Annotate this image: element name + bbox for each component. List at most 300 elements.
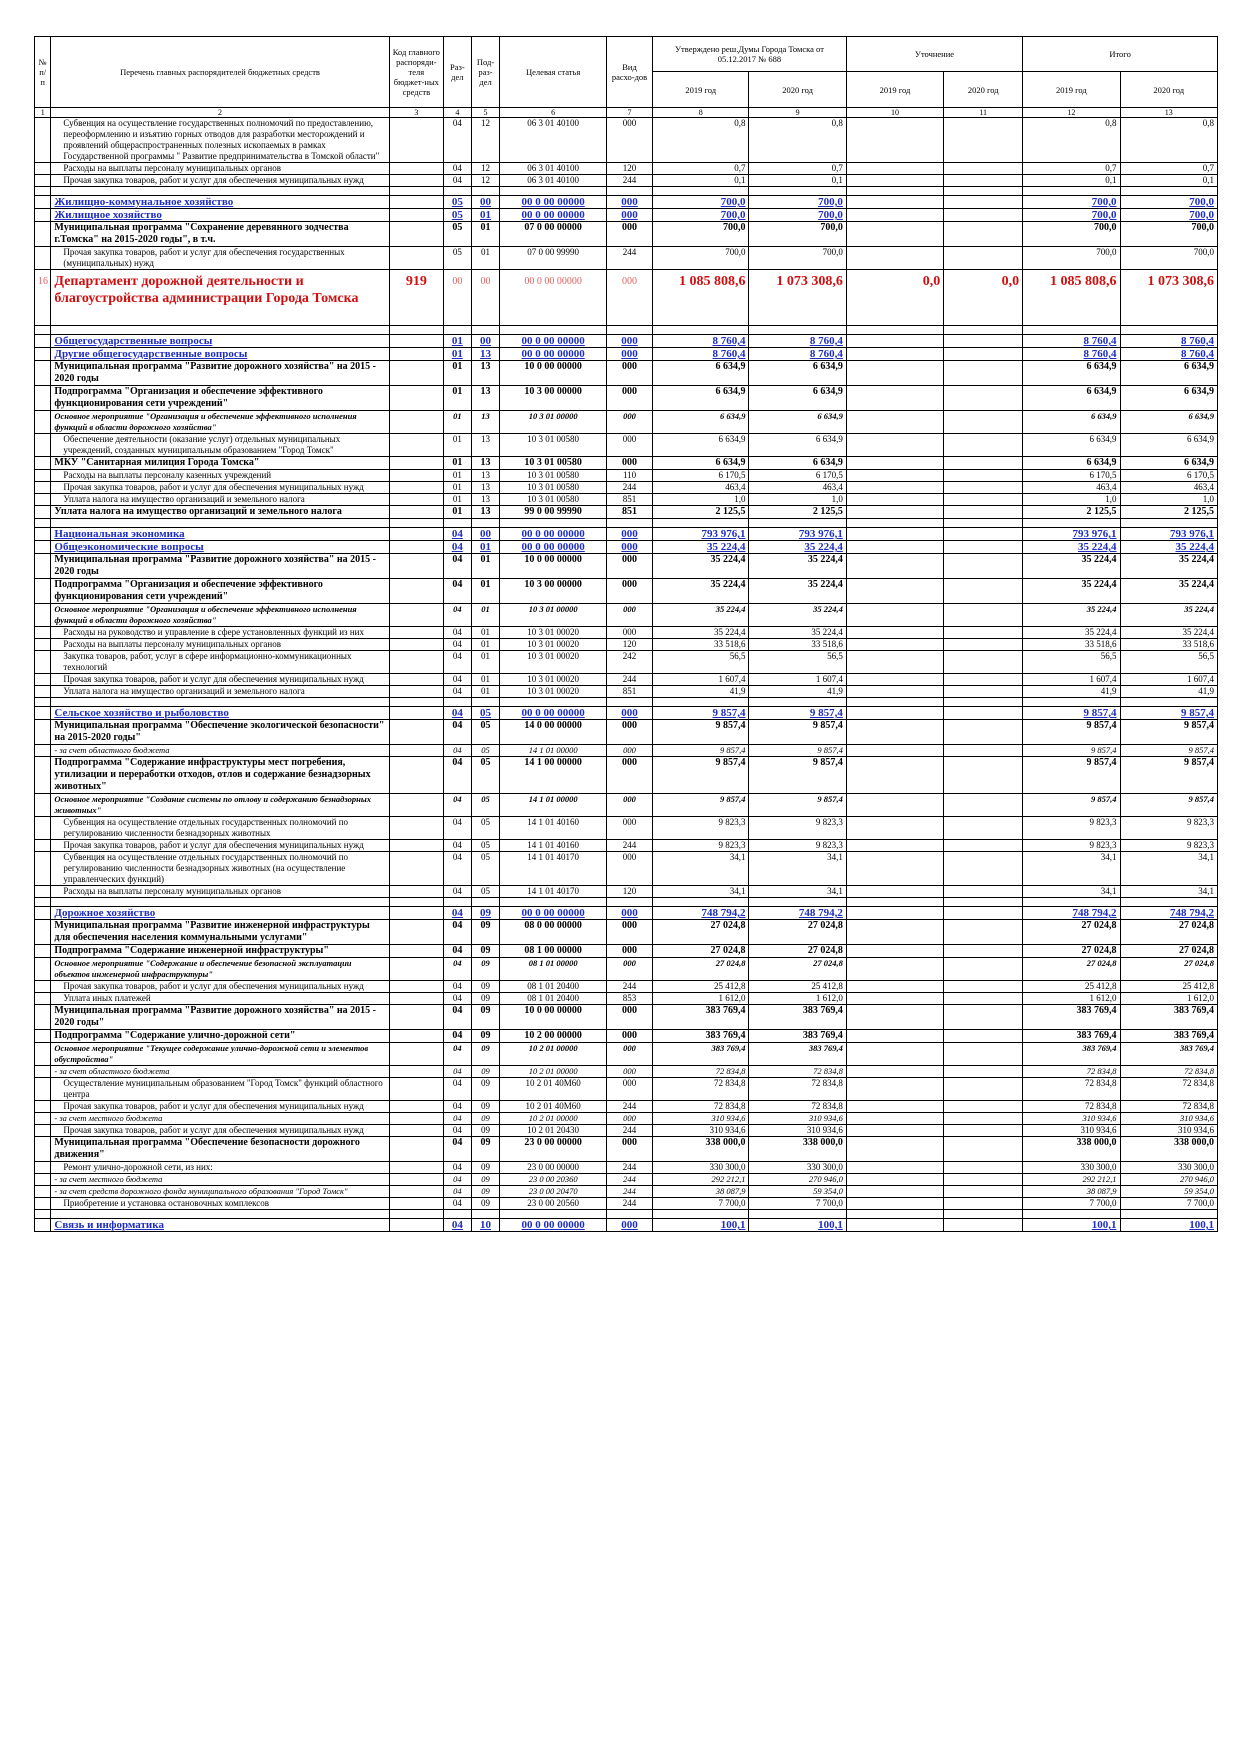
row-clarify-2019: [846, 470, 943, 482]
row-total-2019: 700,0: [1023, 222, 1120, 247]
row-razdel: 04: [444, 1186, 472, 1198]
row-approved-2020: 700,0: [749, 196, 846, 209]
row-total-2020: 9 857,4: [1120, 794, 1217, 817]
row-total-2020: 270 946,0: [1120, 1174, 1217, 1186]
row-number: [35, 482, 51, 494]
row-name: Субвенция на осуществление отдельных государственных полномочий по регулированию численности безнадзорных животных: [51, 817, 389, 840]
row-target: 23 0 00 20470: [500, 1186, 607, 1198]
row-code: [389, 1078, 443, 1101]
row-razdel: 04: [444, 579, 472, 604]
row-vid: 000: [606, 1113, 652, 1125]
row-name: Уплата налога на имущество организаций и земельного налога: [51, 506, 389, 519]
row-podrazdel: 01: [471, 639, 500, 651]
row-target: 08 0 00 00000: [500, 920, 607, 945]
row-total-2020: 34,1: [1120, 886, 1217, 898]
row-target: 07 0 00 00000: [500, 222, 607, 247]
row-total-2019: 35 224,4: [1023, 579, 1120, 604]
table-row: [35, 720, 1218, 745]
table-row: [35, 993, 1218, 1005]
row-approved-2019: 6 634,9: [653, 434, 749, 457]
spacer-cell: [51, 1210, 389, 1219]
row-total-2019: 6 170,5: [1023, 470, 1120, 482]
row-name: Подпрограмма "Содержание инженерной инфраструктуры": [51, 945, 389, 958]
table-row: [35, 579, 1218, 604]
row-clarify-2019: [846, 1137, 943, 1162]
table-row: [35, 494, 1218, 506]
spacer-cell: [653, 187, 749, 196]
row-approved-2020: 1 612,0: [749, 993, 846, 1005]
column-number: 13: [1120, 108, 1217, 118]
row-razdel: 01: [444, 386, 472, 411]
row-approved-2020: 793 976,1: [749, 528, 846, 541]
spacer-cell: [944, 519, 1023, 528]
row-name: - за счет местного бюджета: [51, 1113, 389, 1125]
row-code: [389, 335, 443, 348]
row-total-2020: 1,0: [1120, 494, 1217, 506]
row-approved-2019: 9 857,4: [653, 757, 749, 794]
row-name: Закупка товаров, работ, услуг в сфере информационно-коммуникационных технологий: [51, 651, 389, 674]
row-approved-2019: 25 412,8: [653, 981, 749, 993]
row-podrazdel: 09: [471, 1162, 500, 1174]
table-row: [35, 674, 1218, 686]
table-row: [35, 757, 1218, 794]
row-podrazdel: 01: [471, 579, 500, 604]
row-approved-2019: 0,1: [653, 175, 749, 187]
table-row: [35, 1030, 1218, 1043]
row-approved-2019: 100,1: [653, 1219, 749, 1232]
row-target: 23 0 00 20360: [500, 1174, 607, 1186]
row-podrazdel: 05: [471, 720, 500, 745]
row-clarify-2019: [846, 794, 943, 817]
row-total-2020: 0,1: [1120, 175, 1217, 187]
row-number: [35, 920, 51, 945]
row-target: 08 1 01 20400: [500, 981, 607, 993]
row-approved-2019: 72 834,8: [653, 1101, 749, 1113]
row-clarify-2019: [846, 745, 943, 757]
row-total-2019: 0,8: [1023, 118, 1120, 163]
row-total-2019: 9 823,3: [1023, 817, 1120, 840]
spacer-cell: [749, 898, 846, 907]
row-vid: 000: [606, 1137, 652, 1162]
row-approved-2019: 27 024,8: [653, 945, 749, 958]
row-code: [389, 958, 443, 981]
row-clarify-2019: [846, 1198, 943, 1210]
row-clarify-2020: [944, 506, 1023, 519]
row-approved-2019: 33 518,6: [653, 639, 749, 651]
row-podrazdel: 01: [471, 604, 500, 627]
table-row: [35, 541, 1218, 554]
table-row: [35, 118, 1218, 163]
row-clarify-2019: [846, 639, 943, 651]
row-podrazdel: 01: [471, 222, 500, 247]
row-number: [35, 1078, 51, 1101]
row-total-2020: 463,4: [1120, 482, 1217, 494]
spacer-cell: [389, 187, 443, 196]
row-target: 10 0 00 00000: [500, 361, 607, 386]
spacer-row: [35, 898, 1218, 907]
row-approved-2020: 35 224,4: [749, 554, 846, 579]
row-approved-2019: 383 769,4: [653, 1043, 749, 1066]
row-podrazdel: 09: [471, 993, 500, 1005]
row-name: Прочая закупка товаров, работ и услуг для обеспечения муниципальных нужд: [51, 981, 389, 993]
total-header: Итого: [1023, 37, 1218, 72]
row-clarify-2019: [846, 1113, 943, 1125]
row-clarify-2020: [944, 920, 1023, 945]
row-approved-2019: 9 823,3: [653, 840, 749, 852]
table-row: [35, 840, 1218, 852]
row-total-2019: 1,0: [1023, 494, 1120, 506]
row-razdel: 04: [444, 1066, 472, 1078]
row-podrazdel: 01: [471, 651, 500, 674]
spacer-row: [35, 698, 1218, 707]
column-number: 9: [749, 108, 846, 118]
table-row: [35, 1198, 1218, 1210]
row-total-2019: 56,5: [1023, 651, 1120, 674]
row-name: Жилищное хозяйство: [51, 209, 389, 222]
row-approved-2020: 310 934,6: [749, 1113, 846, 1125]
row-total-2019: 34,1: [1023, 886, 1120, 898]
row-number: [35, 757, 51, 794]
row-razdel: 01: [444, 411, 472, 434]
row-approved-2019: 35 224,4: [653, 541, 749, 554]
row-target: 10 3 01 00000: [500, 604, 607, 627]
col-code-header: Код главного распоряди-теля бюджет-ных средств: [389, 37, 443, 108]
row-number: [35, 1174, 51, 1186]
row-clarify-2019: [846, 852, 943, 886]
row-total-2020: 8 760,4: [1120, 348, 1217, 361]
row-podrazdel: 09: [471, 1125, 500, 1137]
row-code: [389, 163, 443, 175]
table-row: [35, 794, 1218, 817]
row-code: [389, 457, 443, 470]
row-code: [389, 674, 443, 686]
row-approved-2019: 8 760,4: [653, 348, 749, 361]
spacer-cell: [1023, 1210, 1120, 1219]
row-name: - за счет областного бюджета: [51, 745, 389, 757]
row-number: [35, 386, 51, 411]
row-approved-2019: 27 024,8: [653, 958, 749, 981]
row-total-2019: 7 700,0: [1023, 1198, 1120, 1210]
row-total-2019: 0,7: [1023, 163, 1120, 175]
row-code: [389, 817, 443, 840]
row-razdel: 04: [444, 981, 472, 993]
row-total-2019: 33 518,6: [1023, 639, 1120, 651]
row-vid: 244: [606, 1162, 652, 1174]
row-clarify-2019: [846, 247, 943, 270]
row-clarify-2020: [944, 686, 1023, 698]
table-row: [35, 852, 1218, 886]
spacer-cell: [35, 1210, 51, 1219]
row-razdel: 04: [444, 1219, 472, 1232]
row-number: [35, 470, 51, 482]
row-code: [389, 1186, 443, 1198]
row-total-2020: 72 834,8: [1120, 1078, 1217, 1101]
row-vid: 000: [606, 222, 652, 247]
row-total-2020: 748 794,2: [1120, 907, 1217, 920]
row-total-2019: 27 024,8: [1023, 958, 1120, 981]
spacer-cell: [653, 519, 749, 528]
row-clarify-2019: [846, 1101, 943, 1113]
column-number: 3: [389, 108, 443, 118]
row-vid: 000: [606, 745, 652, 757]
row-name: Основное мероприятие "Создание системы по отлову и содержанию безнадзорных животных": [51, 794, 389, 817]
row-vid: 242: [606, 651, 652, 674]
row-target: 10 2 01 40M60: [500, 1101, 607, 1113]
row-vid: 120: [606, 639, 652, 651]
row-target: 10 3 01 00000: [500, 411, 607, 434]
row-name: Приобретение и установка остановочных комплексов: [51, 1198, 389, 1210]
column-number: 8: [653, 108, 749, 118]
row-total-2019: 6 634,9: [1023, 361, 1120, 386]
row-podrazdel: 05: [471, 886, 500, 898]
row-vid: 244: [606, 1101, 652, 1113]
row-target: 00 0 00 00000: [500, 209, 607, 222]
row-clarify-2020: 0,0: [944, 270, 1023, 326]
row-total-2020: 72 834,8: [1120, 1066, 1217, 1078]
row-approved-2020: 34,1: [749, 852, 846, 886]
table-row: [35, 482, 1218, 494]
row-approved-2020: 27 024,8: [749, 920, 846, 945]
row-target: 10 3 01 00580: [500, 457, 607, 470]
row-clarify-2020: [944, 958, 1023, 981]
row-clarify-2020: [944, 482, 1023, 494]
row-total-2019: 700,0: [1023, 247, 1120, 270]
row-total-2020: 9 823,3: [1120, 817, 1217, 840]
row-podrazdel: 12: [471, 118, 500, 163]
row-clarify-2020: [944, 163, 1023, 175]
row-name: Расходы на руководство и управление в сфере установленных функций из них: [51, 627, 389, 639]
row-name: Подпрограмма "Содержание улично-дорожной сети": [51, 1030, 389, 1043]
row-approved-2020: 9 857,4: [749, 794, 846, 817]
spacer-cell: [1120, 898, 1217, 907]
row-vid: 000: [606, 541, 652, 554]
row-target: 10 3 01 00020: [500, 627, 607, 639]
row-clarify-2020: [944, 1043, 1023, 1066]
row-total-2020: 700,0: [1120, 222, 1217, 247]
row-approved-2020: 6 634,9: [749, 434, 846, 457]
row-approved-2019: 27 024,8: [653, 920, 749, 945]
table-row: [35, 981, 1218, 993]
row-approved-2019: 6 634,9: [653, 457, 749, 470]
table-row: [35, 222, 1218, 247]
table-row: [35, 386, 1218, 411]
row-podrazdel: 10: [471, 1219, 500, 1232]
row-target: 14 1 01 40170: [500, 852, 607, 886]
row-clarify-2019: [846, 1125, 943, 1137]
row-total-2020: 330 300,0: [1120, 1162, 1217, 1174]
row-approved-2020: 33 518,6: [749, 639, 846, 651]
spacer-cell: [606, 1210, 652, 1219]
row-podrazdel: 09: [471, 920, 500, 945]
row-podrazdel: 09: [471, 981, 500, 993]
row-approved-2020: 383 769,4: [749, 1043, 846, 1066]
row-vid: 000: [606, 118, 652, 163]
row-total-2019: 9 857,4: [1023, 757, 1120, 794]
row-total-2019: 34,1: [1023, 852, 1120, 886]
row-target: 00 0 00 00000: [500, 270, 607, 326]
row-approved-2020: 1 073 308,6: [749, 270, 846, 326]
table-row: [35, 506, 1218, 519]
row-number: 16: [35, 270, 51, 326]
spacer-cell: [1023, 187, 1120, 196]
row-clarify-2019: [846, 1005, 943, 1030]
row-razdel: 04: [444, 1125, 472, 1137]
spacer-cell: [471, 1210, 500, 1219]
row-clarify-2020: [944, 1219, 1023, 1232]
clarify-2019-header: 2019 год: [846, 72, 943, 108]
row-podrazdel: 05: [471, 852, 500, 886]
row-number: [35, 1198, 51, 1210]
row-total-2020: 9 823,3: [1120, 840, 1217, 852]
row-podrazdel: 09: [471, 958, 500, 981]
row-vid: 000: [606, 386, 652, 411]
row-total-2019: 0,1: [1023, 175, 1120, 187]
row-clarify-2019: [846, 348, 943, 361]
row-total-2019: 25 412,8: [1023, 981, 1120, 993]
row-razdel: 00: [444, 270, 472, 326]
row-clarify-2020: [944, 1030, 1023, 1043]
row-podrazdel: 09: [471, 1137, 500, 1162]
row-approved-2020: 8 760,4: [749, 335, 846, 348]
spacer-row: [35, 1210, 1218, 1219]
row-approved-2020: 35 224,4: [749, 627, 846, 639]
row-clarify-2020: [944, 118, 1023, 163]
spacer-cell: [653, 698, 749, 707]
row-clarify-2019: [846, 886, 943, 898]
row-clarify-2020: [944, 494, 1023, 506]
row-razdel: 04: [444, 604, 472, 627]
row-approved-2020: 330 300,0: [749, 1162, 846, 1174]
row-total-2019: 9 857,4: [1023, 745, 1120, 757]
row-clarify-2020: [944, 175, 1023, 187]
row-clarify-2019: [846, 651, 943, 674]
row-total-2020: 700,0: [1120, 209, 1217, 222]
spacer-cell: [653, 1210, 749, 1219]
row-number: [35, 639, 51, 651]
row-podrazdel: 05: [471, 745, 500, 757]
row-total-2020: 1 607,4: [1120, 674, 1217, 686]
row-clarify-2020: [944, 541, 1023, 554]
row-approved-2020: 6 634,9: [749, 361, 846, 386]
row-code: [389, 1125, 443, 1137]
row-razdel: 04: [444, 175, 472, 187]
column-numbers-row: [35, 108, 1218, 118]
row-vid: 244: [606, 840, 652, 852]
row-vid: 000: [606, 1219, 652, 1232]
row-name: Муниципальная программа "Обеспечение экологической безопасности" на 2015-2020 годы": [51, 720, 389, 745]
row-target: 06 3 01 40100: [500, 175, 607, 187]
row-vid: 000: [606, 945, 652, 958]
row-total-2020: 383 769,4: [1120, 1043, 1217, 1066]
spacer-cell: [749, 698, 846, 707]
row-approved-2019: 793 976,1: [653, 528, 749, 541]
row-podrazdel: 05: [471, 757, 500, 794]
row-vid: 120: [606, 886, 652, 898]
row-total-2020: 100,1: [1120, 1219, 1217, 1232]
row-clarify-2019: 0,0: [846, 270, 943, 326]
row-approved-2019: 2 125,5: [653, 506, 749, 519]
department-row: [35, 270, 1218, 326]
row-code: [389, 506, 443, 519]
row-vid: 000: [606, 348, 652, 361]
row-approved-2020: 383 769,4: [749, 1030, 846, 1043]
spacer-cell: [846, 898, 943, 907]
row-number: [35, 993, 51, 1005]
spacer-cell: [471, 187, 500, 196]
row-number: [35, 886, 51, 898]
row-code: [389, 554, 443, 579]
row-total-2019: 38 087,9: [1023, 1186, 1120, 1198]
row-approved-2020: 9 823,3: [749, 817, 846, 840]
row-total-2019: 748 794,2: [1023, 907, 1120, 920]
spacer-cell: [51, 698, 389, 707]
row-target: 14 1 01 40160: [500, 817, 607, 840]
row-code: [389, 434, 443, 457]
table-row: [35, 817, 1218, 840]
row-name: Ремонт улично-дорожной сети, из них:: [51, 1162, 389, 1174]
total-2020-header: 2020 год: [1120, 72, 1217, 108]
row-total-2020: 41,9: [1120, 686, 1217, 698]
row-number: [35, 163, 51, 175]
row-approved-2020: 9 857,4: [749, 745, 846, 757]
row-clarify-2020: [944, 1066, 1023, 1078]
row-approved-2020: 6 634,9: [749, 386, 846, 411]
row-name: Сельское хозяйство и рыболовство: [51, 707, 389, 720]
row-total-2019: 1 085 808,6: [1023, 270, 1120, 326]
row-target: 08 1 01 00000: [500, 958, 607, 981]
spacer-cell: [444, 326, 472, 335]
row-approved-2020: 8 760,4: [749, 348, 846, 361]
row-total-2019: 383 769,4: [1023, 1005, 1120, 1030]
row-code: [389, 745, 443, 757]
row-clarify-2020: [944, 222, 1023, 247]
row-approved-2020: 310 934,6: [749, 1125, 846, 1137]
row-razdel: 04: [444, 852, 472, 886]
row-approved-2019: 383 769,4: [653, 1030, 749, 1043]
row-total-2020: 9 857,4: [1120, 720, 1217, 745]
row-total-2020: 0,8: [1120, 118, 1217, 163]
table-row: [35, 163, 1218, 175]
row-target: 10 2 01 00000: [500, 1113, 607, 1125]
row-podrazdel: 09: [471, 1186, 500, 1198]
row-number: [35, 554, 51, 579]
spacer-cell: [471, 698, 500, 707]
row-approved-2020: 463,4: [749, 482, 846, 494]
row-clarify-2019: [846, 434, 943, 457]
row-target: 00 0 00 00000: [500, 907, 607, 920]
row-total-2019: 700,0: [1023, 209, 1120, 222]
row-clarify-2020: [944, 1198, 1023, 1210]
row-name: Прочая закупка товаров, работ и услуг для обеспечения муниципальных нужд: [51, 674, 389, 686]
row-number: [35, 506, 51, 519]
row-podrazdel: 13: [471, 470, 500, 482]
row-name: Муниципальная программа "Развитие дорожного хозяйства" на 2015 - 2020 годы": [51, 1005, 389, 1030]
row-name: Другие общегосударственные вопросы: [51, 348, 389, 361]
row-vid: 244: [606, 482, 652, 494]
row-clarify-2020: [944, 1137, 1023, 1162]
row-number: [35, 945, 51, 958]
spacer-cell: [606, 326, 652, 335]
row-name: Общеэкономические вопросы: [51, 541, 389, 554]
row-razdel: 04: [444, 1005, 472, 1030]
row-total-2020: 6 634,9: [1120, 386, 1217, 411]
row-approved-2019: 6 634,9: [653, 386, 749, 411]
table-row: [35, 196, 1218, 209]
spacer-cell: [1023, 898, 1120, 907]
row-approved-2019: 0,7: [653, 163, 749, 175]
row-clarify-2019: [846, 335, 943, 348]
row-target: 07 0 00 99990: [500, 247, 607, 270]
